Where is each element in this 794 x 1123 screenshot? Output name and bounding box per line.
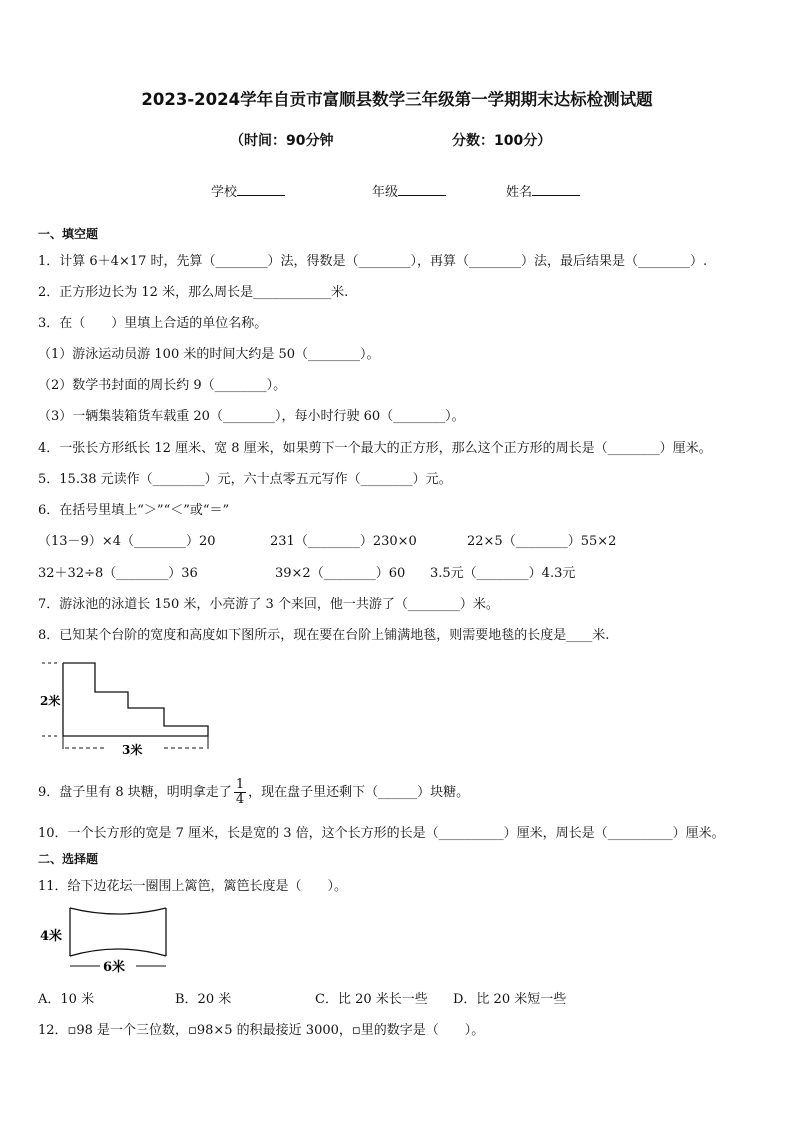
question-8: 8．已知某个台阶的宽度和高度如下图所示，现在要在台阶上铺满地毯，则需要地毯的长度是____米. (38, 628, 610, 643)
exam-time: （时间：90分钟 (230, 133, 334, 149)
question-4: 4．一张长方形纸长 12 厘米、宽 8 厘米，如果剪下一个最大的正方形，那么这个正方形的周长是（________）厘米。 (38, 441, 712, 456)
width-label: 3米 (122, 743, 143, 757)
question-1: 1．计算 6＋4×17 时，先算（________）法，得数是（________），再算（________）法，最后结果是（________）. (38, 254, 708, 269)
compare-item: 22×5（________）55×2 (467, 534, 617, 549)
grade-field[interactable]: 年级 (372, 181, 446, 200)
question-2: 2．正方形边长为 12 米，那么周长是____________米. (38, 285, 349, 300)
option-b[interactable]: B．20 米 (175, 992, 232, 1007)
section-heading-fill: 一、填空题 (38, 227, 99, 241)
option-d[interactable]: D．比 20 米短一些 (453, 992, 567, 1007)
question-5: 5．15.38 元读作（________）元，六十点零五元写作（________）元。 (38, 472, 452, 487)
question-12: 12．▫98 是一个三位数，▫98×5 的积最接近 3000，▫里的数字是（ ）。 (38, 1023, 485, 1038)
option-c[interactable]: C．比 20 米长一些 (315, 992, 428, 1007)
page-title: 2023-2024学年自贡市富顺县数学三年级第一学期期末达标检测试题 (141, 90, 653, 109)
side-label: 4米 (40, 929, 63, 944)
fraction: $\frac{1}{4}$ (235, 777, 245, 807)
question-10: 10．一个长方形的宽是 7 厘米，长是宽的 3 倍，这个长方形的长是（__________）厘米，周长是（__________）厘米。 (38, 826, 725, 841)
question-7: 7．游泳池的泳道长 150 米，小亮游了 3 个来回，他一共游了（________）米。 (38, 597, 499, 612)
question-3-2: （2）数学书封面的周长约 9（________）。 (38, 378, 287, 393)
section-heading-choice: 二、选择题 (38, 852, 99, 866)
exam-score: 分数：100分） (452, 133, 552, 149)
compare-item: 231（________）230×0 (270, 534, 417, 549)
compare-item: 39×2（________）60 (275, 566, 406, 581)
height-label: 2米 (40, 694, 61, 708)
bottom-label: 6米 (103, 960, 126, 974)
staircase-figure (38, 655, 218, 757)
compare-item: （13－9）×4（________）20 (38, 534, 216, 549)
question-3: 3．在（ ）里填上合适的单位名称。 (38, 316, 268, 331)
question-3-3: （3）一辆集装箱货车载重 20（________），每小时行驶 60（________）。 (38, 409, 465, 424)
question-11: 11．给下边花坛一圈围上篱笆，篱笆长度是（ ）。 (38, 879, 348, 894)
flowerbed-figure (38, 902, 178, 974)
compare-item: 32＋32÷8（________）36 (38, 566, 198, 581)
question-9: 9．盘子里有 8 块糖，明明拿走了 $\frac{1}{4}$ ，现在盘子里还剩下（______）块糖。 (38, 777, 470, 807)
question-3-1: （1）游泳运动员游 100 米的时间大约是 50（________）。 (38, 347, 380, 362)
school-field[interactable]: 学校 (211, 181, 285, 200)
name-field[interactable]: 姓名 (506, 181, 580, 200)
compare-item: 3.5元（________）4.3元 (430, 566, 576, 581)
option-a[interactable]: A．10 米 (38, 992, 95, 1007)
question-6: 6．在括号里填上“＞”“＜”或“＝” (38, 503, 230, 518)
